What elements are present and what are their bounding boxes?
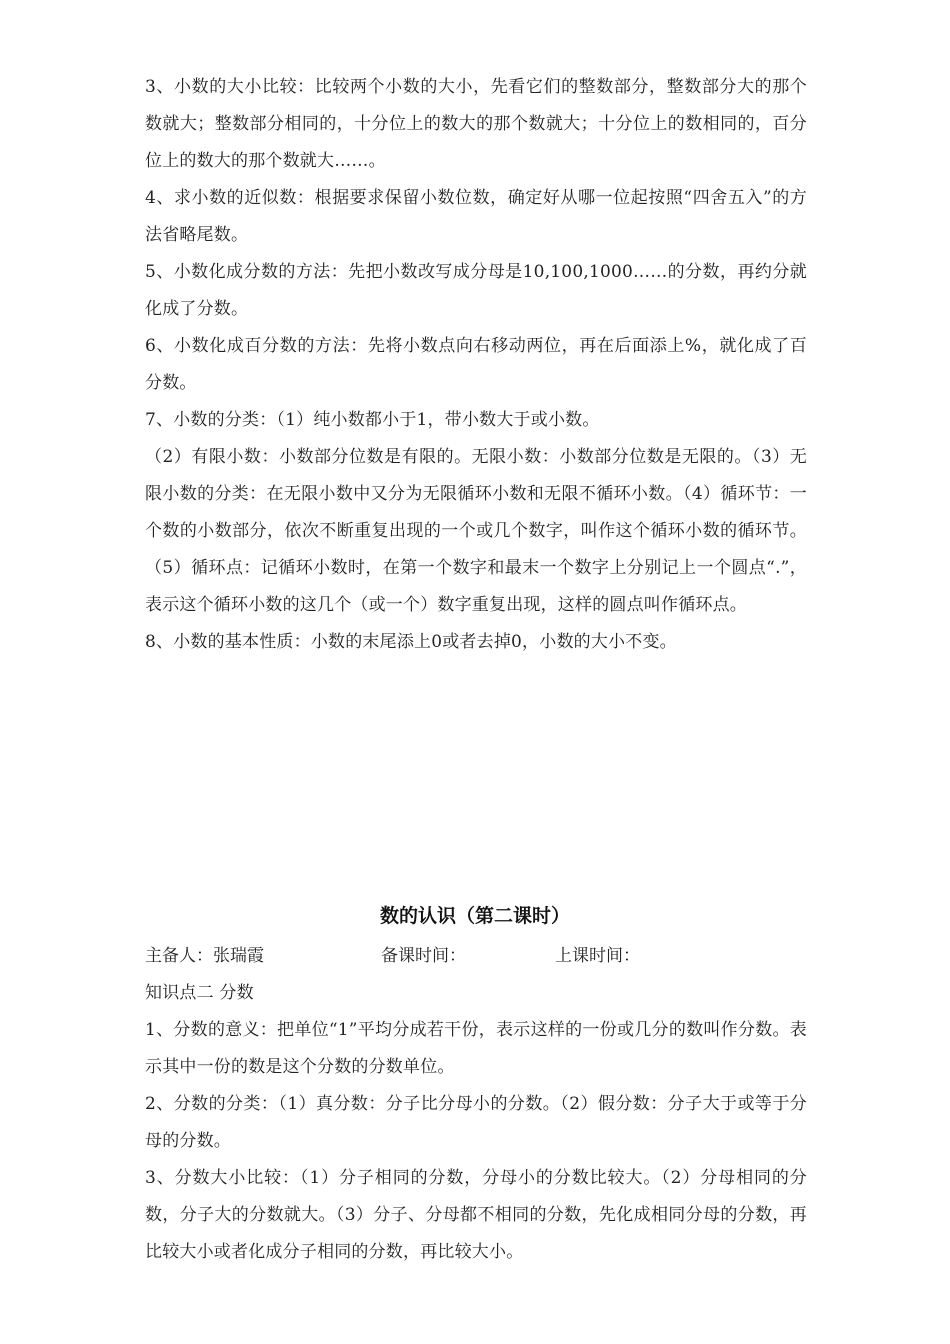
decimal-to-fraction-paragraph: 5、小数化成分数的方法：先把小数改写成分母是10,100,1000……的分数，再约分就化成了分数。 <box>145 262 807 319</box>
approximate-value-paragraph: 4、求小数的近似数：根据要求保留小数位数，确定好从哪一位起按照“四舍五入”的方法省略尾数。 <box>145 188 807 245</box>
fraction-classification-paragraph: 2、分数的分类：（1）真分数：分子比分母小的分数。（2）假分数：分子大于或等于分母的分数。 <box>145 1094 807 1151</box>
lesson-title: 数的认识（第二课时） <box>379 905 570 927</box>
decimal-classification-paragraph: 7、小数的分类：（1）纯小数都小于1，带小数大于或小数。 <box>145 410 600 430</box>
fraction-notes-section <box>145 975 807 1271</box>
decimal-to-percent-paragraph: 6、小数化成百分数的方法：先将小数点向右移动两位，再在后面添上%，就化成了百分数。 <box>145 336 807 393</box>
fraction-comparison-paragraph: 3、分数大小比较：（1）分子相同的分数，分母小的分数比较大。（2）分母相同的分数，分子大的分数就大。（3）分子、分母都不相同的分数，先化成相同分母的分数，再比较大小或者化成分子相同的分数，再比较大小。 <box>145 1168 807 1262</box>
decimal-notes-section <box>145 69 807 661</box>
decimal-comparison-paragraph: 3、小数的大小比较：比较两个小数的大小，先看它们的整数部分，整数部分大的那个数就大；整数部分相同的，十分位上的数大的那个数就大；十分位上的数相同的，百分位上的数大的那个数就大……。 <box>145 77 807 171</box>
prep-time-label: 备课时间： <box>381 946 466 966</box>
decimal-property-paragraph: 8、小数的基本性质：小数的末尾添上0或者去掉0，小数的大小不变。 <box>145 632 677 652</box>
lesson-meta-row <box>145 938 807 975</box>
class-time-label: 上课时间： <box>555 946 640 966</box>
fraction-meaning-paragraph: 1、分数的意义：把单位“1”平均分成若干份，表示这样的一份或几分的数叫作分数。表示其中一份的数是这个分数的分数单位。 <box>145 1020 807 1077</box>
knowledge-point-heading: 知识点二 分数 <box>145 983 254 1003</box>
preparer-label: 主备人：张瑞霞 <box>145 946 264 966</box>
repeating-decimal-paragraph: （2）有限小数：小数部分位数是有限的。无限小数：小数部分位数是无限的。（3）无限小数的分类：在无限小数中又分为无限循环小数和无限不循环小数。（4）循环节：一个数的小数部分，依次不断重复出现的一个或几个数字，叫作这个循环小数的循环节。（5）循环点：记循环小数时，在第一个数字和最末一个数字上分别记上一个圆点“.”，表示这个循环小数的这几个（或一个）数字重复出现，这样的圆点叫作循环点。 <box>145 447 807 615</box>
